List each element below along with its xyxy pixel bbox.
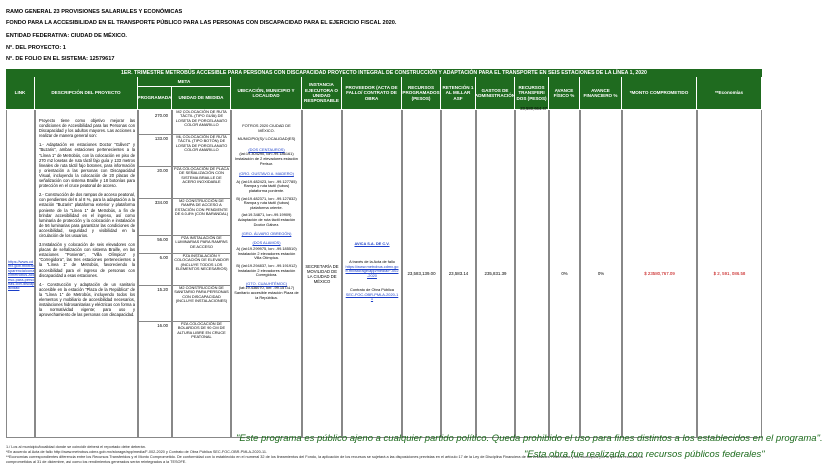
proveedor-company: AVICA S.A. DE C.V. [354, 241, 390, 246]
programados-amount: 23,583,139.00 [407, 271, 436, 276]
col-header-programados: RECURSOS PROGRAMADOS (PESOS) [402, 77, 441, 110]
financiero-cell [580, 110, 622, 438]
avance-fisico: 0% [561, 271, 568, 276]
col-header-instancia: INSTANCIA EJECUTORA O UNIDAD RESPONSABLE [302, 77, 342, 110]
col-header-meta: META [138, 77, 231, 87]
meta-unit: M2 COLOCACIÓN DE RUTA TÁCTIL (TIPO GUÍA) DE LOSETA DE PORCELANATO COLOR AMARILLO [173, 110, 230, 135]
comprometido-cell [622, 110, 697, 438]
col-header-transferidos: RECURSOS TRANSFERI DOS (PESOS) [515, 77, 549, 110]
col-header-description: DESCRIPCIÓN DEL PROYECTO [35, 77, 138, 110]
col-header-unidad: UNIDAD DE MEDIDA [172, 87, 231, 110]
header-entidad: ENTIDAD FEDERATIVA: CIUDAD DE MÉXICO. [6, 33, 127, 39]
meta-qty: 6.00 [139, 254, 171, 286]
meta-qty: 270.00 [139, 110, 171, 135]
header-ramo: RAMO GENERAL 23 PROVISIONES SALARIALES Y ECONÓMICAS [6, 9, 183, 15]
meta-unit: PZA COLOCACIÓN DE BOLARDOS DE 90 CM DE ALTURA LIBRE EN CRUCE PEATONAL [177, 321, 226, 340]
instancia-cell [302, 110, 342, 438]
federal-resources-notice: "Esta obra fue realizada con recursos públicos federales" [524, 449, 765, 460]
meta-qty: 16.00 [157, 323, 168, 328]
meta-qty: 334.00 [139, 199, 171, 236]
link-cell [6, 110, 35, 438]
avance-financiero: 0% [597, 271, 605, 276]
gastos-amount: 235,831.39 [484, 271, 507, 276]
col-header-economias: **Economías [697, 77, 762, 110]
meta-qty-column [138, 110, 172, 438]
proveedor-contrato [345, 288, 399, 302]
transparency-link[interactable]: https://www.cdmx.gob.mx/transparencia/conac/metrobus-acceso-para-personas-con-discapacidad [8, 259, 35, 291]
proveedor-contrato-label: Contrato de Obra Pública [350, 287, 394, 292]
ubicacion-loc1-body: (lat:19.304290, lon:-99.186161) Instalación de 2 elevadores estación Perisur. [235, 151, 298, 166]
col-header-ubicacion: UBICACIÓN, MUNICIPIO Y LOCALIDAD [231, 77, 302, 110]
instancia-text: SECRETARÍA DE MOVILIDAD DE LA CIUDAD DE MÉXICO [305, 263, 339, 284]
col-header-financiero: AVANCE FINANCIERO % [580, 77, 622, 110]
proveedor-fallo [345, 260, 399, 278]
ubicacion-loc1-title: (DOS CENTAUROS) [248, 146, 285, 152]
ubicacion-loc4-title: (GTO. CUAUHTÉMOC) [246, 280, 287, 286]
meta-unit: M2 CONSTRUCCIÓN DE RAMPA DE ACCESO A ESTACIÓN CON PENDIENTE DE 6.0-8% (CON BARANDAL) [173, 199, 230, 236]
retencion-amount: 23,583.14 [448, 271, 469, 276]
retencion-cell [441, 110, 476, 438]
meta-qty: 133.00 [139, 135, 171, 167]
contrato-link[interactable]: SEC-FOC-OBR-PMLA-2020-11 [345, 291, 399, 302]
header-fondo: FONDO PARA LA ACCESIBILIDAD EN EL TRANSPORTE PÚBLICO PARA LAS PERSONAS CON DISCAPACIDAD PARA EL EJERCICIO FISCAL 2020. [6, 20, 397, 26]
description-item-3: 3.Instalación y colocación de seis elevadores con placas de señalización con sistema Braille, en las estaciones "Poniente", "Villa Olímpica" y "Corregidora", las tres estaciones pertenecientes a la "Línea 1" de Metrobús, favoreciendo la accesibilidad para el ingreso de personas con discapacidad a esas estaciones. [39, 242, 135, 278]
trimester-title-band: 1ER. TRIMESTRE METROBÚS ACCESIBLE PARA PERSONAS CON DISCAPACIDAD PROYECTO INTEGRAL DE CONSTRUCCIÓN Y ADAPTACIÓN PARA EL TRANSPORTE EN SEIS ESTACIONES DE LA LÍNEA 1, 2020 [6, 69, 762, 77]
ubicacion-loc2-a: A) (lat:19.482423, lon: -99.127785) Rampa y ruta táctil (tubos) plataforma poniente. [236, 178, 297, 193]
ubicacion-loc3-pre: (DOS ALAMOS) [252, 239, 281, 245]
fisico-cell [549, 110, 580, 438]
description-intro: Proyecto tiene como objetivo mejorar las condiciones de Accesibilidad para las Personas con Discapacidad y los adultos mayores. Las acciones a realizar de manera general son: [39, 118, 135, 139]
col-header-link: LINK [6, 77, 35, 110]
col-header-fisico: AVANCE FÍSICO % [549, 77, 580, 110]
meta-unit: PZA INSTALACIÓN DE LUMINARIAS PARA RAMPAS DE ACCESO [173, 236, 230, 254]
ubicacion-loc2-c: (lat:19.34871, lon:-99.19909) Adaptación de ruta táctil estación Doctor Gálvez. [237, 212, 296, 227]
ubicacion-loc3-a: A) (lat:19.299975, lon: -99.185510) Instalación 2 elevadores estación Villa Olímpica. [236, 246, 297, 261]
ubicacion-loc4-body: (lat:19.436070, lon: -99.157317) Sanitario accesible estación Plaza de la República. [234, 285, 299, 300]
economias-amount: $ 2, 591, 086.58 [713, 271, 746, 276]
ubicacion-loc3-b: B) (lat:19.294837, lon: -99.191912) Instalación 2 elevadores estación Corregidora. [236, 263, 297, 278]
meta-unit: PZA COLOCACIÓN DE PLACA DE SEÑALIZACIÓN CON SISTEMA BRAILLE DE ACERO INOXIDABLE [173, 167, 230, 199]
meta-unit-column [172, 110, 231, 438]
meta-qty: 15.20 [139, 286, 171, 322]
footnote-2: *En acuerdo al Acta de fallo http://www.metrobus.cdmx.gob.mx/storage/app/media/F-002-2020 y Contrato de Obra Pública SEC-FOC-OBR-PMLA-2020-11. [6, 450, 267, 454]
description-cell [35, 110, 138, 438]
description-item-1: 1.- Adaptación en estaciones Doctor "Gálvez" y "Buzaris", ambas estaciones pertenecientes a la "Línea 1" de Metrobús, con la colocación en piso de 270 m2 losetas de ruta táctil fajo guía y 133 metros lineales de ruta táctil fajo botones, para información y orientación a las personas con Discapacidad Visual, incluyendo la colocación de 20 placas de señalización con sistema Braille y 18 botonías para protección en el cruce peatonal de acceso. [39, 142, 135, 189]
economias-cell [697, 110, 762, 438]
meta-unit: M2 CONSTRUCCIÓN DE SANITARIO PARA PERSONAS CON DISCAPACIDAD (INCLUYE INSTALACIONES) [173, 286, 230, 322]
footnote-1: 1./ Los al municipio/localidad donde se coincidir deberá el reportado debe deberán. [6, 445, 146, 449]
meta-qty: 20.00 [139, 167, 171, 199]
meta-qty: 56.00 [139, 236, 171, 254]
footnote-3: **Economías correspondientes diferencia entre los Recursos Transferidos y el Monto Comprometido. De conformidad con lo establecido en el numeral 32 de los lineamientos del Fondo, la aplicación de los recursos se sujetará a las disposiciones previstas en el artículo 17 de la Ley de Disciplina Financiera de las Entidades Federativas y los Municipios por lo que los recursos no [6, 455, 644, 459]
col-header-gastos: GASTOS DE ADMINISTRACIÓN [476, 77, 515, 110]
transferidos-cell [515, 106, 549, 438]
ubicacion-intro: FOTROS 2020 CIUDAD DE MÉXICO. [242, 123, 291, 133]
ubicacion-cell [231, 110, 302, 438]
transferidos-amount: 23,580,664.47 [520, 106, 547, 111]
ubicacion-municipio: MUNICIPIO(S)/ LOCALIDAD(ES) [237, 136, 296, 142]
footnote-4: comprometidos al 31 de diciembre, así como los rendimientos generados serán reintegrados a la TESOFE. [6, 460, 187, 464]
header-folio: N°. DE FOLIO EN EL SISTEMA: 12579617 [6, 56, 115, 62]
col-header-proveedor: PROVEEDOR (ACTA DE FALLO/ CONTRATO DE OBRA [342, 77, 402, 110]
proveedor-fallo-label: A través de la Acta de fallo [349, 259, 395, 264]
political-disclaimer: "Este programa es público ajeno a cualquier partido político. Queda prohibido el uso para fines distintos a los establecidos en el programa". [236, 433, 823, 444]
fallo-link[interactable]: https://www.metrobus.cdmx.gob.mx/storage/app/media/F-002-2020 [345, 263, 399, 278]
col-header-programada: PROGRAMADA [138, 87, 172, 110]
description-item-4: 4.- Construcción y adaptación de un sanitario accesible en la estación "Plaza de la República" de la "Línea 1" de Metrobús, incluyendo todos los elementos y mobiliario de accesibilidad necesarios, instalaciones hidrosanitarias y eléctricas con forma a la normatividad vigente; para uso y aprovechamiento de las personas con discapacidad. [39, 281, 135, 318]
proveedor-cell [342, 110, 402, 438]
col-header-retencion: RETENCIÓN 1 AL MILLAR ASF [441, 77, 476, 110]
gastos-cell [476, 110, 515, 438]
header-proyecto: N°. DEL PROYECTO: 1 [6, 45, 66, 51]
description-item-2: 2.- Construcción de dos rampas de acceso peatonal, con pendientes del 6 al 8 %, para la adaptación a la estación "Buzaris" plataforma exterior y plataforma poniente de la "Línea 1" de Metrobús, a fin de brindar accesibilidad en el ingreso, así como luminaria de protección y la colocación e instalación de 56 luminarias para garantizar las condiciones de accesibilidad, seguridad y visibilidad en la circulación de los usuarios. [39, 192, 135, 238]
meta-unit: ML COLOCACIÓN DE RUTA TÁCTIL (TIPO BOTÓN) DE LOSETA DE PORCELANATO COLOR AMARILLO [173, 135, 230, 167]
ubicacion-loc2-title: (GRO. GUSTAVO A. MADERO) [239, 171, 294, 177]
col-header-comprometido: *MONTO COMPROMETIDO [622, 77, 697, 110]
monto-comprometido: $ 23580,767.09 [644, 271, 675, 276]
ubicacion-loc3-title: (GRO. ÁLVARO OBREGÓN) [241, 231, 292, 237]
ubicacion-loc2-b: B) (lat:19.482371, lon: -99.127832) Rampa y ruta táctil (tubos) plataforma oriente. [236, 195, 297, 210]
programados-cell [402, 110, 441, 438]
project-table [6, 77, 762, 438]
meta-unit: PZA INSTALACIÓN Y COLOCACIÓN DE ELEVADOR (INCLUYE TODOS LOS ELEMENTOS NECESARIOS) [173, 254, 230, 286]
